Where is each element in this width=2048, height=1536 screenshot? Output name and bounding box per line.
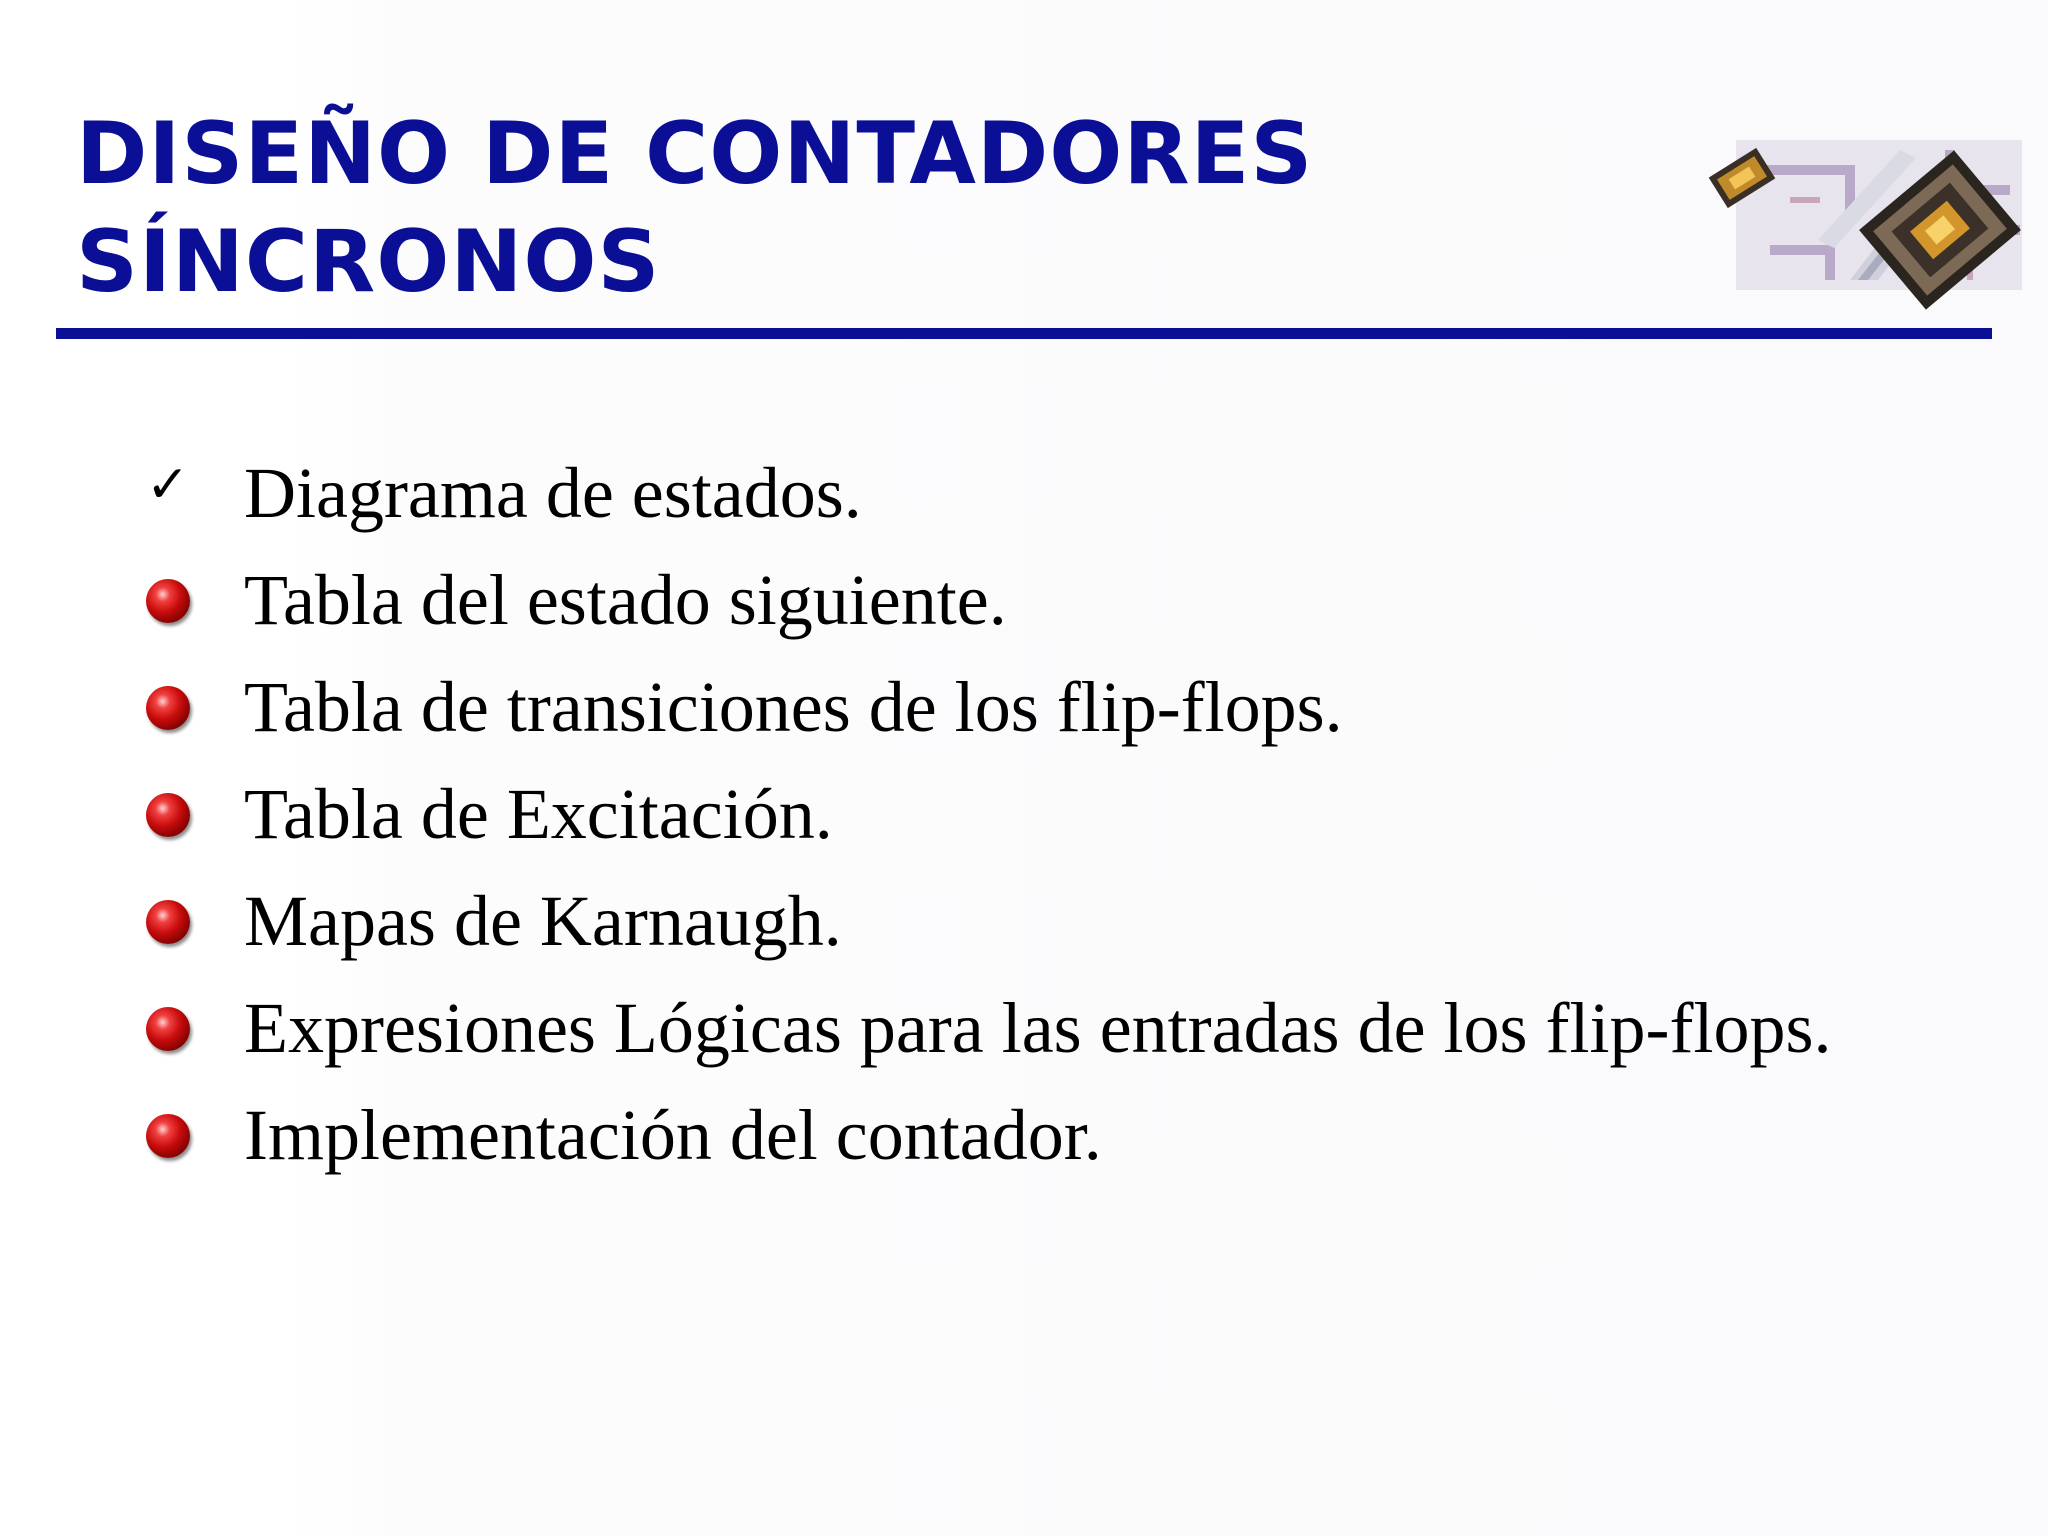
slide-title-line-2: SÍNCRONOS [76,212,661,312]
list-item-label: Implementación del contador. [244,1095,1102,1175]
red-ball-bullet-icon [146,686,190,730]
list-item [140,975,1832,1082]
list-item [140,547,1832,654]
list-item-label: Tabla de transiciones de los flip-flops. [244,667,1343,747]
list-item [140,654,1832,761]
red-ball-bullet-icon [146,1114,190,1158]
red-ball-bullet-icon [146,1007,190,1051]
red-ball-bullet-icon [146,793,190,837]
list-item-label: Expresiones Lógicas para las entradas de los flip-flops. [244,988,1832,1068]
list-item-label: Diagrama de estados. [244,453,862,533]
red-ball-bullet-icon [146,900,190,944]
list-item [140,868,1832,975]
microchip-circuit-icon [1700,130,2030,310]
list-item-label: Mapas de Karnaugh. [244,881,842,961]
checkmark-icon: ✓ [146,454,190,515]
list-item [140,761,1832,868]
list-item-label: Tabla de Excitación. [244,774,833,854]
title-underline [56,328,1992,339]
slide-title [76,100,1313,316]
list-item-label: Tabla del estado siguiente. [244,560,1007,640]
list-item [140,440,1832,547]
bullet-list [140,440,1832,1189]
list-item [140,1082,1832,1189]
slide-title-line-1: DISEÑO DE CONTADORES [76,104,1314,204]
red-ball-bullet-icon [146,579,190,623]
